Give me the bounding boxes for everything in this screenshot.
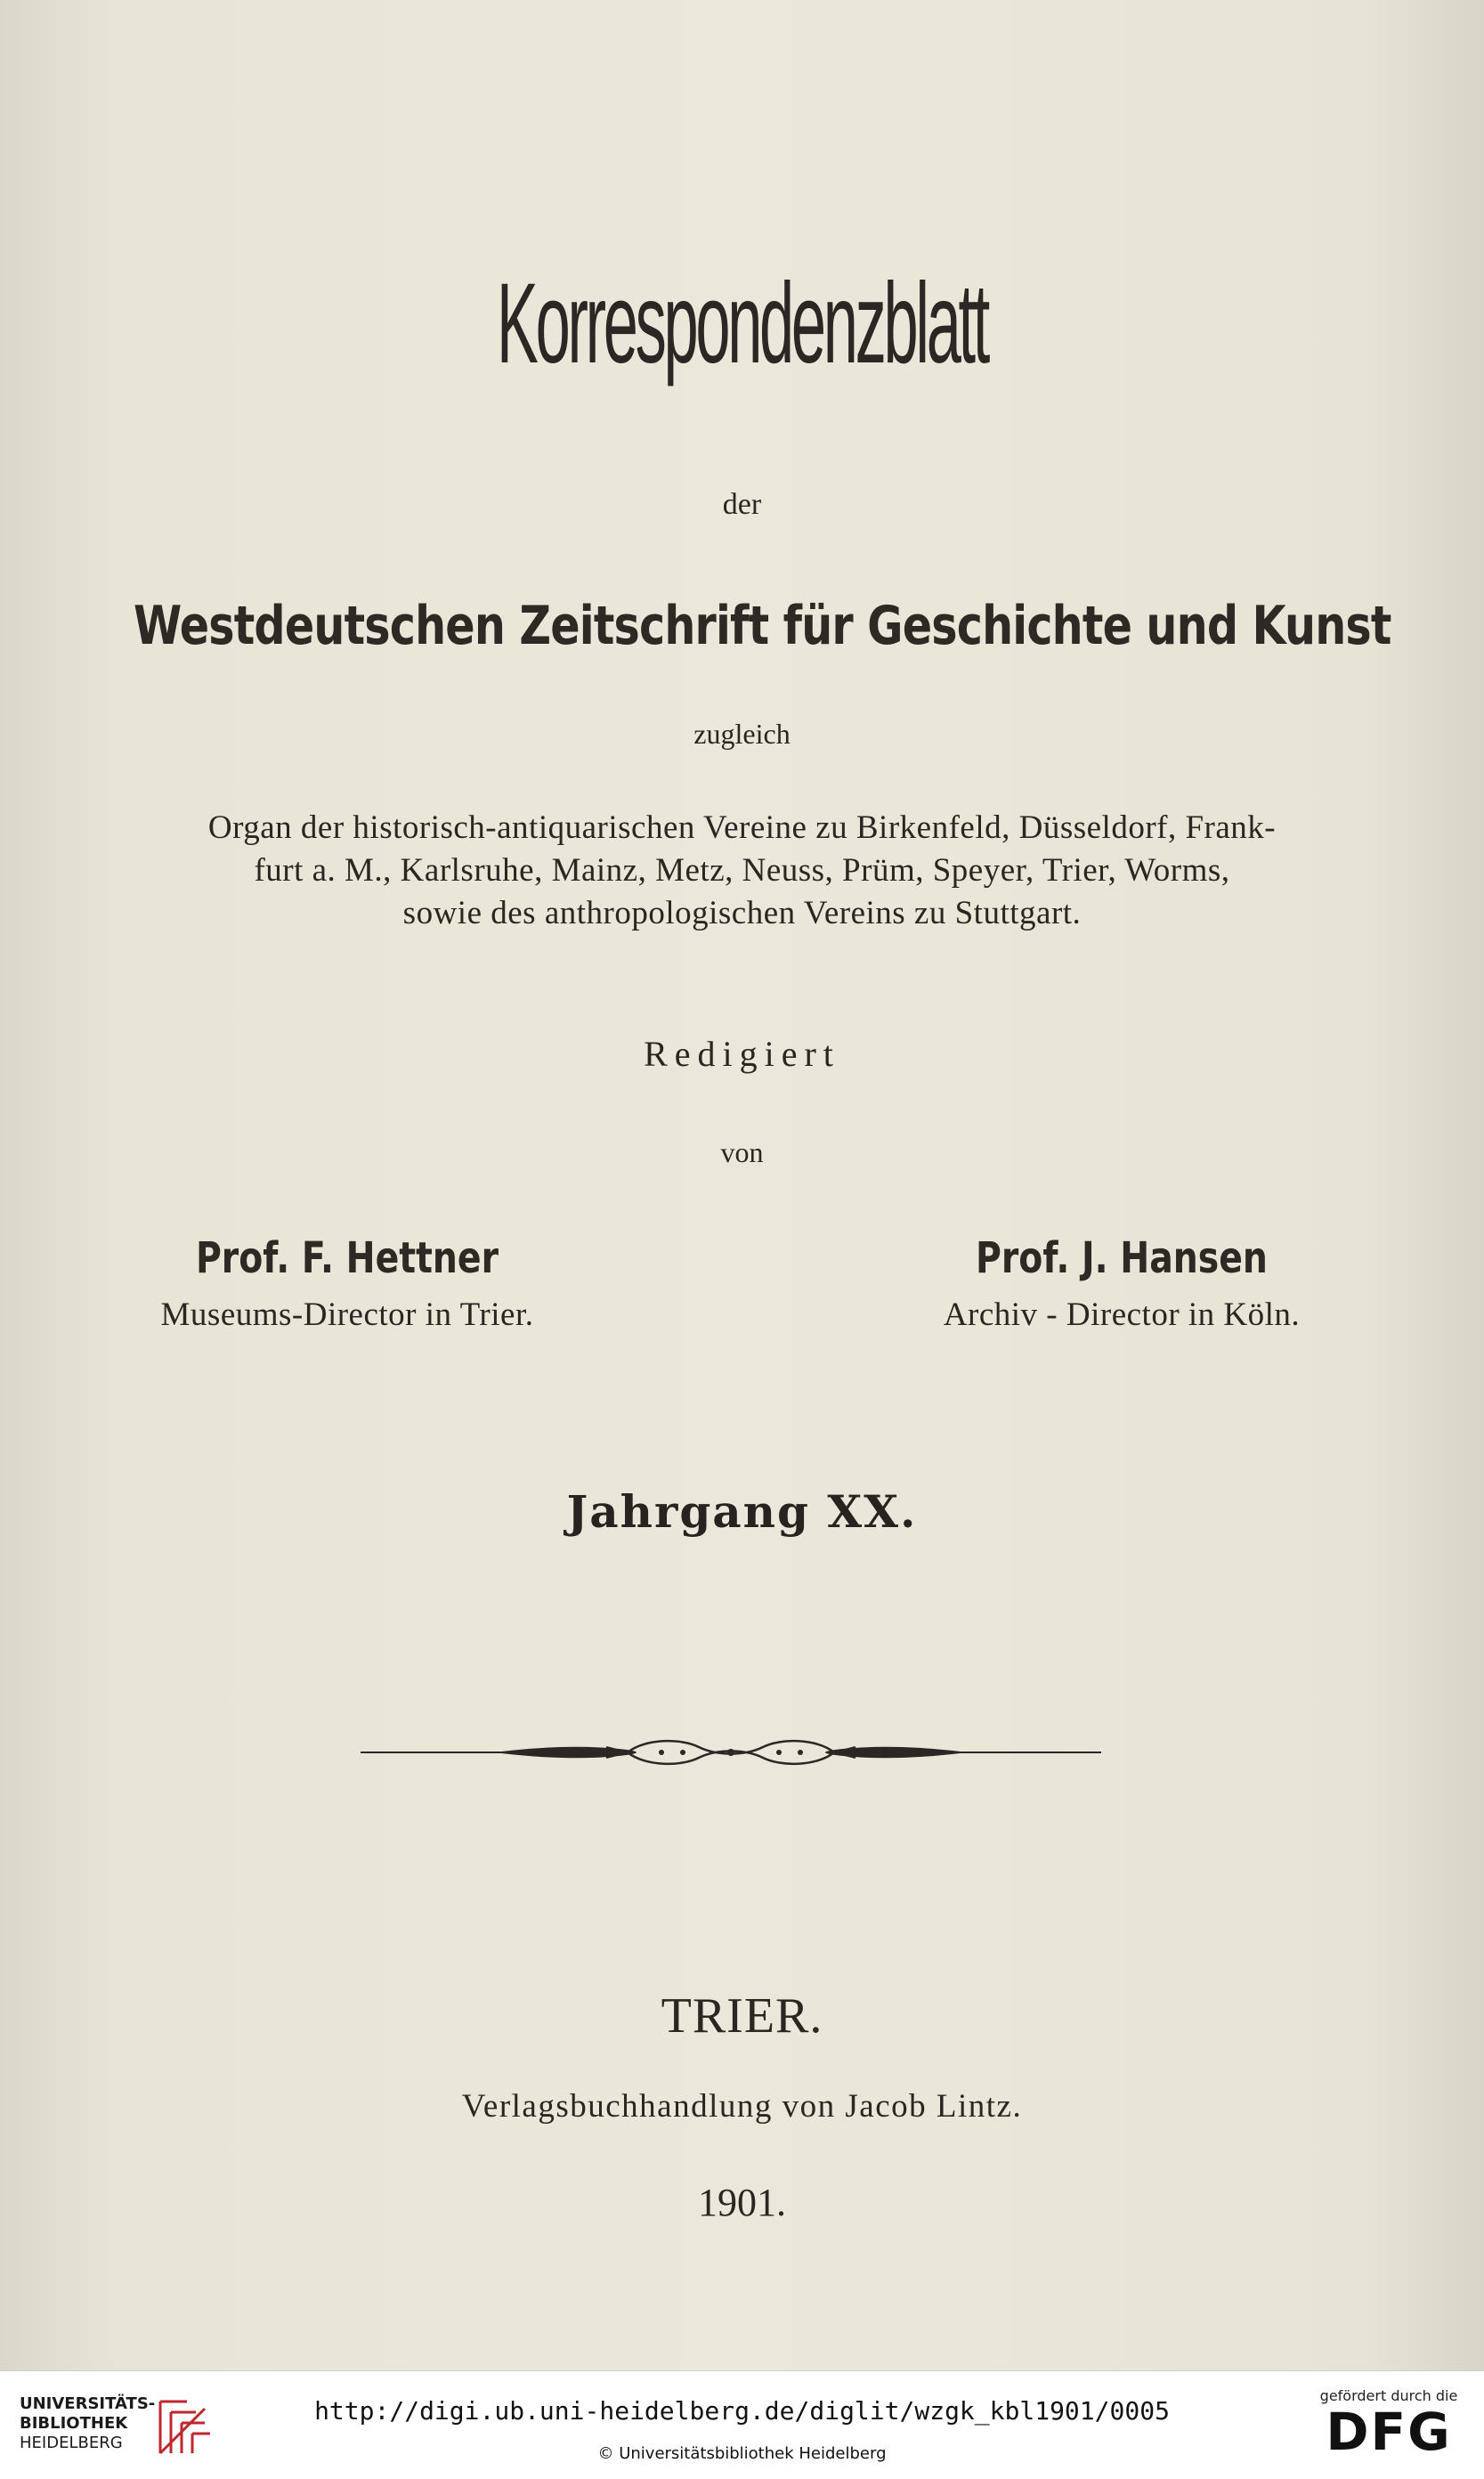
footer-bar (0, 2370, 1484, 2479)
zugleich-text: zugleich (693, 718, 791, 750)
copyright-notice: © Universitätsbibliothek Heidelberg (597, 2444, 887, 2463)
organ-line-3: sowie des anthropologischen Vereins zu Stuttgart. (402, 895, 1082, 931)
organ-line-1: Organ der historisch-antiquarischen Vereine zu Birkenfeld, Düsseldorf, Frank- (207, 809, 1277, 846)
library-line-1: UNIVERSITÄTS- (20, 2394, 156, 2413)
place-of-publication: TRIER. (661, 1988, 823, 2044)
editor-role: Archiv - Director in Köln. (943, 1296, 1301, 1333)
editor-role: Museums-Director in Trier. (160, 1296, 534, 1333)
volume-label: Jahrgang XX. (566, 1485, 918, 1538)
editor-hansen (890, 1233, 1353, 1334)
library-line-3: HEIDELBERG (20, 2434, 123, 2452)
der-text: der (722, 488, 762, 521)
von-text: von (720, 1136, 764, 1168)
editor-hettner (116, 1233, 579, 1334)
journal-subtitle: Westdeutschen Zeitschrift für Geschichte und Kunst (134, 595, 1391, 657)
library-line-2: BIBLIOTHEK (20, 2414, 128, 2433)
ornament-divider (361, 1731, 1101, 1774)
organ-line-2: furt a. M., Karlsruhe, Mainz, Metz, Neuss, Prüm, Speyer, Trier, Worms, (254, 852, 1230, 889)
editor-name: Prof. J. Hansen (976, 1233, 1268, 1283)
dfg-logo[interactable] (1309, 2387, 1469, 2467)
publication-year: 1901. (698, 2181, 786, 2224)
redigiert-text: Redigiert (644, 1034, 840, 1074)
journal-title: Korrespondenzblatt (496, 260, 988, 387)
dfg-wordmark: DFG (1326, 2402, 1452, 2462)
publisher: Verlagsbuchhandlung von Jacob Lintz. (461, 2088, 1023, 2125)
editor-name: Prof. F. Hettner (195, 1233, 499, 1283)
organ-description (0, 807, 1484, 935)
funded-by-text: gefördert durch die (1319, 2387, 1458, 2404)
permalink-url[interactable]: http://digi.ub.uni-heidelberg.de/diglit/wzgk_kbl1901/0005 (314, 2396, 1170, 2426)
